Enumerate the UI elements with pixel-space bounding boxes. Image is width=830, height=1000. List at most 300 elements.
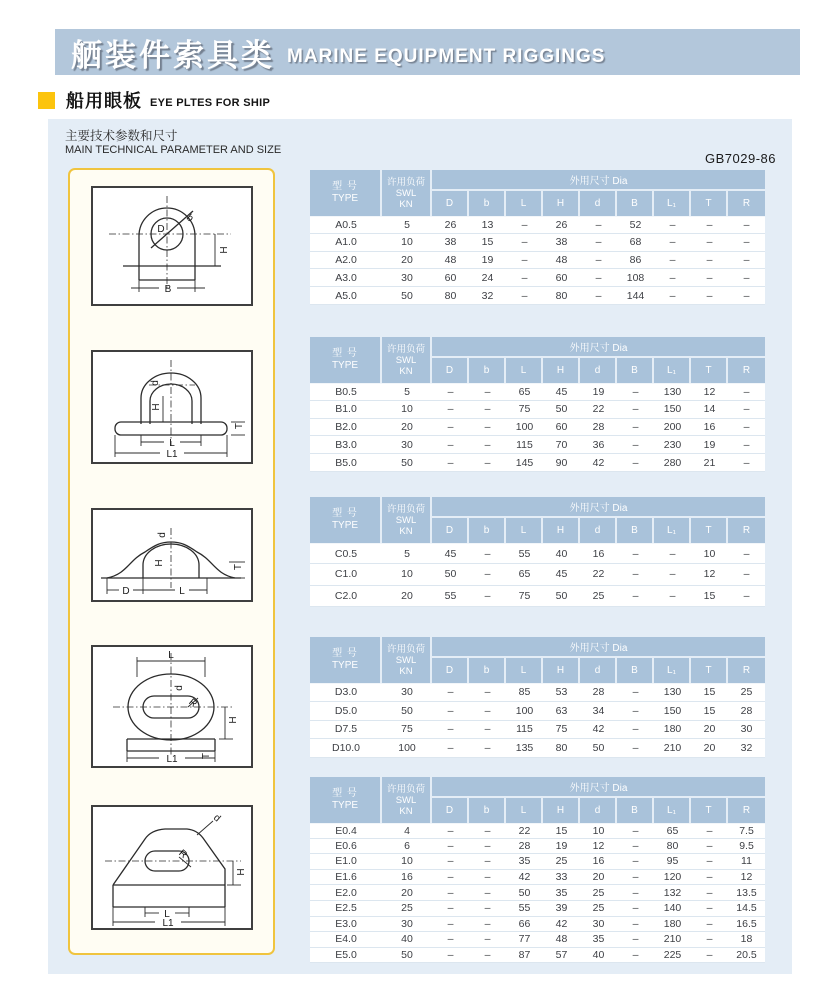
cell-dim: 90 (543, 454, 580, 472)
cell-swl: 10 (382, 564, 432, 585)
table-row (310, 586, 765, 607)
cell-dim: 65 (654, 823, 691, 839)
cell-dim: 20 (691, 739, 728, 758)
header-dim-col: d (580, 518, 617, 543)
subtitle-en: MAIN TECHNICAL PARAMETER AND SIZE (65, 144, 282, 156)
table-row (310, 917, 765, 933)
cell-dim: 15 (691, 586, 728, 607)
cell-dim: 48 (543, 932, 580, 948)
header-swl (382, 170, 432, 216)
cell-dim: – (654, 252, 691, 270)
dim-label-H: H (151, 403, 162, 411)
cell-swl: 4 (382, 823, 432, 839)
cell-dim: 63 (543, 702, 580, 721)
table-row (310, 854, 765, 870)
header-dim-col: T (691, 518, 728, 543)
cell-dim: 80 (543, 739, 580, 758)
table-row (310, 823, 765, 839)
cell-swl: 30 (382, 683, 432, 702)
cell-dim: 14.5 (728, 901, 765, 917)
cell-dim: 13.5 (728, 885, 765, 901)
dim-label-L1: L1 (166, 754, 178, 765)
header-type-en: TYPE (331, 660, 359, 671)
table-row (310, 870, 765, 886)
cell-dim: 57 (543, 948, 580, 964)
cell-dim: 30 (728, 721, 765, 740)
cell-dim: – (654, 287, 691, 305)
cell-dim: – (691, 948, 728, 964)
cell-dim: – (469, 419, 506, 437)
header-dim-col: L₁ (654, 658, 691, 683)
cell-dim: 15 (543, 823, 580, 839)
header-type-zh: 型 号 (332, 348, 358, 359)
cell-dim: 130 (654, 683, 691, 702)
cell-dim: 66 (506, 917, 543, 933)
cell-dim: 75 (543, 721, 580, 740)
table-row (310, 948, 765, 964)
cell-dim: 10 (691, 543, 728, 564)
header-type (310, 777, 382, 823)
header-swl-zh: 许用负荷 (386, 643, 425, 655)
cell-dim: – (617, 901, 654, 917)
cell-dim: – (432, 932, 469, 948)
cell-dim: 42 (580, 721, 617, 740)
cell-dim: 45 (543, 564, 580, 585)
cell-swl: 50 (382, 454, 432, 472)
cell-dim: 36 (580, 436, 617, 454)
header-dim-col: T (691, 798, 728, 823)
header-type-zh: 型 号 (332, 788, 358, 799)
cell-swl: 5 (382, 543, 432, 564)
cell-dim: 95 (654, 854, 691, 870)
cell-dim: – (617, 721, 654, 740)
table-row (310, 383, 765, 401)
header-swl-unit: KN (399, 365, 413, 377)
header-swl-en: SWL (395, 354, 417, 366)
cell-dim: – (469, 702, 506, 721)
cell-dim: – (580, 216, 617, 234)
table-row (310, 252, 765, 270)
cell-swl: 20 (382, 419, 432, 437)
dim-label-d: d (150, 380, 161, 386)
header-dim-col: d (580, 191, 617, 216)
cell-swl: 40 (382, 932, 432, 948)
cell-dim: 150 (654, 702, 691, 721)
header-swl-unit: KN (399, 805, 413, 817)
cell-swl: 30 (382, 269, 432, 287)
cell-dim: – (617, 917, 654, 933)
spec-table-a (310, 170, 765, 305)
cell-dim: – (691, 901, 728, 917)
cell-dim: – (432, 854, 469, 870)
cell-dim: – (506, 252, 543, 270)
cell-type: C0.5 (310, 543, 382, 564)
header-type (310, 497, 382, 543)
cell-dim: – (432, 948, 469, 964)
cell-dim: 80 (654, 839, 691, 855)
cell-dim: 65 (506, 383, 543, 401)
table-row (310, 216, 765, 234)
dim-label-d: d (211, 812, 223, 825)
cell-dim: – (728, 436, 765, 454)
cell-dim: 100 (506, 419, 543, 437)
cell-type: E0.6 (310, 839, 382, 855)
cell-dim: – (617, 419, 654, 437)
dim-label-T: T (233, 563, 244, 571)
cell-dim: 60 (543, 419, 580, 437)
cell-dim: – (432, 401, 469, 419)
cell-dim: 34 (580, 702, 617, 721)
cell-dim: – (654, 216, 691, 234)
header-swl (382, 497, 432, 543)
spec-table-b (310, 337, 765, 472)
table-row (310, 885, 765, 901)
cell-dim: 15 (469, 234, 506, 252)
cell-dim: – (728, 543, 765, 564)
header-dim-col: d (580, 358, 617, 383)
table-row (310, 839, 765, 855)
cell-dim: 132 (654, 885, 691, 901)
cell-dim: – (654, 269, 691, 287)
table-row (310, 564, 765, 585)
cell-type: C1.0 (310, 564, 382, 585)
cell-dim: – (469, 917, 506, 933)
cell-dim: – (432, 419, 469, 437)
cell-dim: – (469, 383, 506, 401)
cell-dim: 13 (469, 216, 506, 234)
cell-dim: – (580, 287, 617, 305)
cell-dim: – (691, 854, 728, 870)
header-type-zh: 型 号 (332, 508, 358, 519)
header-dim-col: b (469, 518, 506, 543)
header-dim-col: R (728, 518, 765, 543)
header-dim-col: b (469, 191, 506, 216)
cell-dim: 50 (543, 586, 580, 607)
cell-dim: – (691, 252, 728, 270)
cell-dim: – (691, 823, 728, 839)
cell-swl: 50 (382, 948, 432, 964)
header-dim-col: L₁ (654, 798, 691, 823)
header-dim-col: L (506, 798, 543, 823)
cell-dim: 15 (691, 683, 728, 702)
cell-swl: 50 (382, 702, 432, 721)
header-dim-col: D (432, 191, 469, 216)
dim-label-b: b (184, 212, 196, 225)
cell-dim: – (617, 702, 654, 721)
cell-dim: 25 (543, 854, 580, 870)
cell-dim: 35 (580, 932, 617, 948)
cell-dim: – (728, 586, 765, 607)
cell-dim: – (728, 454, 765, 472)
header-swl (382, 337, 432, 383)
cell-dim: 38 (432, 234, 469, 252)
cell-dim: 70 (543, 436, 580, 454)
cell-swl: 25 (382, 901, 432, 917)
cell-dim: – (469, 854, 506, 870)
cell-dim: 28 (580, 419, 617, 437)
cell-dim: – (617, 543, 654, 564)
header-dim-col: H (543, 658, 580, 683)
header-type (310, 170, 382, 216)
cell-dim: – (432, 436, 469, 454)
header-dim-col: R (728, 798, 765, 823)
cell-type: B3.0 (310, 436, 382, 454)
cell-type: E1.6 (310, 870, 382, 886)
cell-dim: 20.5 (728, 948, 765, 964)
cell-type: E1.0 (310, 854, 382, 870)
dim-label-H: H (219, 246, 230, 254)
cell-dim: – (469, 436, 506, 454)
header-dim-col: L (506, 658, 543, 683)
table-row (310, 234, 765, 252)
header-dims-group: 外用尺寸 Dia (432, 337, 765, 358)
cell-dim: – (469, 870, 506, 886)
cell-dim: 50 (506, 885, 543, 901)
dim-label-H: H (154, 559, 165, 567)
header-swl-unit: KN (399, 525, 413, 537)
cell-dim: 22 (580, 564, 617, 585)
cell-dim: – (617, 401, 654, 419)
cell-dim: 25 (580, 901, 617, 917)
cell-dim: 32 (728, 739, 765, 758)
dim-label-T: T (201, 752, 212, 760)
cell-dim: 60 (432, 269, 469, 287)
cell-dim: – (432, 823, 469, 839)
cell-dim: – (506, 269, 543, 287)
cell-dim: – (432, 721, 469, 740)
cell-dim: 180 (654, 721, 691, 740)
cell-dim: – (469, 823, 506, 839)
cell-dim: 135 (506, 739, 543, 758)
dim-label-H: H (228, 716, 239, 724)
cell-dim: – (617, 932, 654, 948)
page-header-banner (55, 29, 800, 75)
cell-dim: 24 (469, 269, 506, 287)
cell-dim: – (691, 216, 728, 234)
cell-dim: – (506, 234, 543, 252)
cell-dim: 100 (506, 702, 543, 721)
cell-type: A3.0 (310, 269, 382, 287)
table-row (310, 419, 765, 437)
cell-dim: 33 (543, 870, 580, 886)
cell-dim: 26 (432, 216, 469, 234)
cell-dim: 35 (543, 885, 580, 901)
cell-dim: 210 (654, 932, 691, 948)
cell-swl: 5 (382, 216, 432, 234)
cell-dim: – (432, 917, 469, 933)
cell-dim: 12 (691, 564, 728, 585)
cell-dim: 55 (506, 543, 543, 564)
cell-dim: 50 (543, 401, 580, 419)
cell-type: D10.0 (310, 739, 382, 758)
cell-swl: 30 (382, 436, 432, 454)
header-dim-col: B (617, 518, 654, 543)
header-dim-col: B (617, 658, 654, 683)
cell-dim: – (469, 839, 506, 855)
cell-dim: – (469, 586, 506, 607)
header-swl-unit: KN (399, 198, 413, 210)
cell-dim: 80 (432, 287, 469, 305)
cell-dim: – (432, 885, 469, 901)
cell-dim: 25 (580, 586, 617, 607)
header-dim-col: B (617, 191, 654, 216)
cell-type: D7.5 (310, 721, 382, 740)
cell-dim: – (617, 854, 654, 870)
cell-dim: 140 (654, 901, 691, 917)
header-type-zh: 型 号 (332, 648, 358, 659)
cell-dim: 19 (580, 383, 617, 401)
header-dim-col: L (506, 518, 543, 543)
cell-dim: – (617, 586, 654, 607)
cell-swl: 6 (382, 839, 432, 855)
section-title-zh: 船用眼板 (66, 91, 142, 111)
header-dim-col: H (543, 518, 580, 543)
cell-dim: – (580, 234, 617, 252)
banner-title-zh: 舾装件索具类 (71, 37, 275, 73)
cell-type: B0.5 (310, 383, 382, 401)
header-dim-col: L₁ (654, 191, 691, 216)
cell-dim: – (728, 269, 765, 287)
cell-dim: 75 (506, 586, 543, 607)
cell-type: E4.0 (310, 932, 382, 948)
header-type-en: TYPE (331, 193, 359, 204)
cell-dim: 42 (543, 917, 580, 933)
cell-dim: 145 (506, 454, 543, 472)
cell-swl: 10 (382, 234, 432, 252)
header-dim-col: R (728, 358, 765, 383)
dim-label-R: R (186, 696, 199, 710)
cell-swl: 75 (382, 721, 432, 740)
header-dim-col: B (617, 358, 654, 383)
cell-dim: 16 (580, 543, 617, 564)
cell-dim: 80 (543, 287, 580, 305)
cell-swl: 100 (382, 739, 432, 758)
cell-dim: – (432, 702, 469, 721)
banner-title-en: MARINE EQUIPMENT RIGGINGS (287, 46, 606, 67)
cell-dim: – (728, 419, 765, 437)
cell-dim: 68 (617, 234, 654, 252)
header-type-en: TYPE (331, 520, 359, 531)
cell-dim: – (654, 234, 691, 252)
cell-dim: 86 (617, 252, 654, 270)
header-dim-col: L₁ (654, 358, 691, 383)
cell-dim: 20 (580, 870, 617, 886)
cell-dim: 200 (654, 419, 691, 437)
spec-table-c (310, 497, 765, 607)
cell-type: B1.0 (310, 401, 382, 419)
cell-dim: – (432, 739, 469, 758)
cell-dim: – (617, 823, 654, 839)
dim-label-T: T (234, 422, 245, 430)
cell-dim: 280 (654, 454, 691, 472)
cell-dim: – (469, 932, 506, 948)
header-swl-en: SWL (395, 514, 417, 526)
cell-type: D3.0 (310, 683, 382, 702)
content-area (48, 119, 792, 974)
header-dim-col: D (432, 358, 469, 383)
cell-dim: – (469, 885, 506, 901)
header-dim-col: L (506, 358, 543, 383)
cell-dim: – (469, 739, 506, 758)
cell-dim: 19 (691, 436, 728, 454)
cell-dim: 55 (432, 586, 469, 607)
cell-dim: 39 (543, 901, 580, 917)
cell-dim: 20 (691, 721, 728, 740)
cell-dim: – (617, 683, 654, 702)
header-dim-col: b (469, 798, 506, 823)
header-swl-en: SWL (395, 187, 417, 199)
cell-dim: 21 (691, 454, 728, 472)
cell-dim: – (728, 564, 765, 585)
cell-dim: 45 (543, 383, 580, 401)
yellow-square-bullet-icon (38, 92, 55, 109)
cell-dim: – (469, 901, 506, 917)
cell-dim: 19 (543, 839, 580, 855)
cell-dim: – (617, 885, 654, 901)
cell-dim: 9.5 (728, 839, 765, 855)
section-title-en: EYE PLTES FOR SHIP (150, 96, 271, 109)
cell-dim: – (691, 234, 728, 252)
cell-dim: 75 (506, 401, 543, 419)
cell-dim: – (617, 870, 654, 886)
header-dim-col: d (580, 798, 617, 823)
cell-dim: 115 (506, 436, 543, 454)
cell-dim: 32 (469, 287, 506, 305)
cell-dim: 12 (728, 870, 765, 886)
cell-dim: 11 (728, 854, 765, 870)
cell-type: D5.0 (310, 702, 382, 721)
table-row (310, 454, 765, 472)
cell-dim: – (469, 564, 506, 585)
spec-table-d (310, 637, 765, 758)
cell-dim: – (469, 721, 506, 740)
header-swl-zh: 许用负荷 (386, 503, 425, 515)
dim-label-D: D (122, 586, 130, 597)
cell-dim: 7.5 (728, 823, 765, 839)
cell-type: A0.5 (310, 216, 382, 234)
header-dims-group: 外用尺寸 Dia (432, 170, 765, 191)
cell-dim: – (654, 564, 691, 585)
cell-type: E0.4 (310, 823, 382, 839)
header-swl (382, 777, 432, 823)
header-type (310, 337, 382, 383)
header-swl-zh: 许用负荷 (386, 783, 425, 795)
table-row (310, 683, 765, 702)
standard-code: GB7029-86 (705, 151, 776, 166)
cell-dim: – (691, 870, 728, 886)
cell-dim: 18 (728, 932, 765, 948)
dim-label-H: H (236, 868, 247, 876)
cell-dim: – (691, 917, 728, 933)
cell-dim: 12 (580, 839, 617, 855)
table-row (310, 436, 765, 454)
cell-dim: – (469, 401, 506, 419)
header-dims-group: 外用尺寸 Dia (432, 777, 765, 798)
cell-dim: – (728, 383, 765, 401)
cell-dim: – (728, 287, 765, 305)
cell-dim: – (432, 383, 469, 401)
header-type-zh: 型 号 (332, 181, 358, 192)
cell-dim: 48 (432, 252, 469, 270)
cell-dim: 130 (654, 383, 691, 401)
cell-dim: 48 (543, 252, 580, 270)
dim-label-L: L (168, 650, 174, 661)
header-dim-col: R (728, 658, 765, 683)
cell-dim: 10 (580, 823, 617, 839)
cell-dim: 120 (654, 870, 691, 886)
cell-dim: – (617, 839, 654, 855)
cell-dim: 25 (728, 683, 765, 702)
